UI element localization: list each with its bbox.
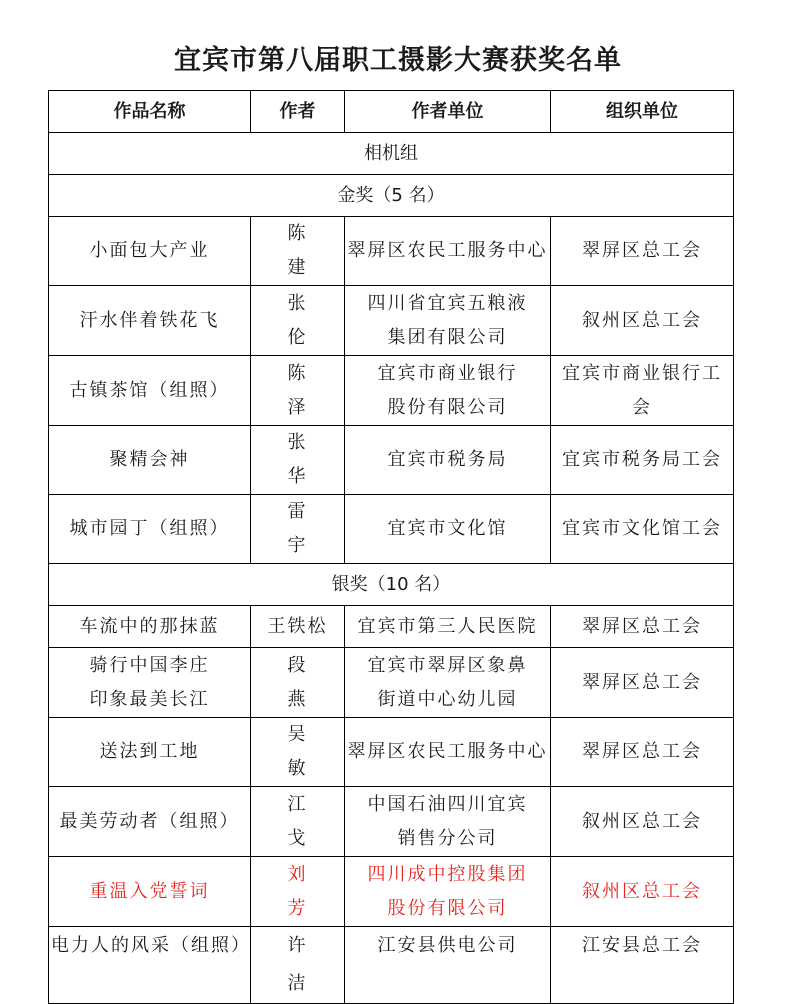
author-name: 段燕 — [251, 648, 345, 718]
silver-section-label: 银奖（10 名） — [49, 564, 734, 606]
author-unit-line: 股份有限公司 — [387, 897, 508, 919]
author-unit-line: 翠屏区农民工服务中心 — [347, 741, 548, 762]
table-row — [49, 356, 734, 426]
author-unit — [345, 648, 551, 718]
author-unit — [345, 927, 551, 1004]
author-unit — [345, 217, 551, 286]
table-row — [49, 217, 734, 286]
author-name: 张伦 — [251, 286, 345, 356]
author-unit — [345, 495, 551, 564]
organizer: 翠屏区总工会 — [551, 217, 734, 286]
work-title — [49, 606, 251, 648]
table-row — [49, 927, 734, 1004]
work-title — [49, 718, 251, 787]
organizer: 宜宾市文化馆工会 — [551, 495, 734, 564]
author-unit-line: 四川成中控股集团 — [367, 863, 528, 885]
author-unit-line: 宜宾市税务局 — [387, 449, 508, 470]
author-unit-line: 四川省宜宾五粮液 — [367, 292, 528, 314]
work-title — [49, 217, 251, 286]
table-row — [49, 426, 734, 495]
work-title-line: 汗水伴着铁花飞 — [79, 309, 220, 331]
header-row — [49, 91, 734, 133]
author-unit — [345, 286, 551, 356]
work-title-line: 骑行中国李庄 — [89, 654, 210, 676]
author-unit-line: 江安县供电公司 — [377, 935, 518, 956]
author-name: 陈泽 — [251, 356, 345, 426]
work-title — [49, 927, 251, 1004]
author-name: 刘芳 — [251, 857, 345, 927]
work-title-line: 小面包大产业 — [89, 240, 210, 261]
work-title — [49, 426, 251, 495]
work-title — [49, 356, 251, 426]
silver-section-row — [49, 564, 734, 606]
author-name: 吴敏 — [251, 718, 345, 787]
work-title-line: 古镇茶馆（组照） — [69, 379, 230, 401]
work-title-line: 重温入党誓词 — [89, 880, 210, 902]
author-unit — [345, 718, 551, 787]
work-title-line: 送法到工地 — [99, 741, 200, 762]
gold-section-row — [49, 175, 734, 217]
organizer: 叙州区总工会 — [551, 857, 734, 927]
header-author: 作者 — [251, 91, 345, 133]
author-name: 许洁 — [251, 927, 345, 1004]
header-org: 组织单位 — [551, 91, 734, 133]
table-row — [49, 495, 734, 564]
organizer: 叙州区总工会 — [551, 787, 734, 857]
author-unit — [345, 426, 551, 495]
work-title-line: 城市园丁（组照） — [69, 518, 230, 539]
work-title-line: 聚精会神 — [109, 449, 190, 470]
gold-section-label: 金奖（5 名） — [49, 175, 734, 217]
author-unit-line: 街道中心幼儿园 — [377, 688, 518, 710]
organizer: 江安县总工会 — [551, 927, 734, 1004]
author-unit-line: 集团有限公司 — [387, 326, 508, 348]
author-unit-line: 宜宾市商业银行 — [377, 362, 518, 384]
organizer: 翠屏区总工会 — [551, 648, 734, 718]
header-work: 作品名称 — [49, 91, 251, 133]
author-unit — [345, 857, 551, 927]
author-unit-line: 翠屏区农民工服务中心 — [347, 240, 548, 261]
work-title — [49, 857, 251, 927]
work-title — [49, 286, 251, 356]
author-unit-line: 股份有限公司 — [387, 396, 508, 418]
author-unit-line: 销售分公司 — [397, 827, 498, 849]
table-row — [49, 718, 734, 787]
author-unit-line: 宜宾市第三人民医院 — [357, 615, 538, 637]
work-title — [49, 648, 251, 718]
author-name: 雷宇 — [251, 495, 345, 564]
author-name: 陈建 — [251, 217, 345, 286]
group-row — [49, 133, 734, 175]
work-title-line: 车流中的那抹蓝 — [79, 615, 220, 637]
author-unit-line: 中国石油四川宜宾 — [367, 793, 528, 815]
work-title — [49, 495, 251, 564]
header-unit: 作者单位 — [345, 91, 551, 133]
table-row — [49, 857, 734, 927]
organizer: 翠屏区总工会 — [551, 718, 734, 787]
table-row — [49, 606, 734, 648]
group-label: 相机组 — [49, 133, 734, 175]
page-title: 宜宾市第八届职工摄影大赛获奖名单 — [174, 45, 622, 76]
work-title-line: 最美劳动者（组照） — [59, 810, 240, 832]
organizer: 宜宾市商业银行工会 — [551, 356, 734, 426]
author-name: 张华 — [251, 426, 345, 495]
author-unit — [345, 356, 551, 426]
organizer: 翠屏区总工会 — [551, 606, 734, 648]
awards-table — [48, 90, 734, 1004]
table-row — [49, 286, 734, 356]
work-title — [49, 787, 251, 857]
author-unit — [345, 606, 551, 648]
work-title-line: 印象最美长江 — [89, 688, 210, 710]
author-name: 王铁松 — [251, 606, 345, 648]
author-unit-line: 宜宾市文化馆 — [387, 518, 508, 539]
organizer: 叙州区总工会 — [551, 286, 734, 356]
author-unit-line: 宜宾市翠屏区象鼻 — [367, 654, 528, 676]
author-unit — [345, 787, 551, 857]
work-title-line: 电力人的风采（组照） — [51, 935, 251, 956]
table-row — [49, 648, 734, 718]
table-row — [49, 787, 734, 857]
author-name: 江戈 — [251, 787, 345, 857]
organizer: 宜宾市税务局工会 — [551, 426, 734, 495]
